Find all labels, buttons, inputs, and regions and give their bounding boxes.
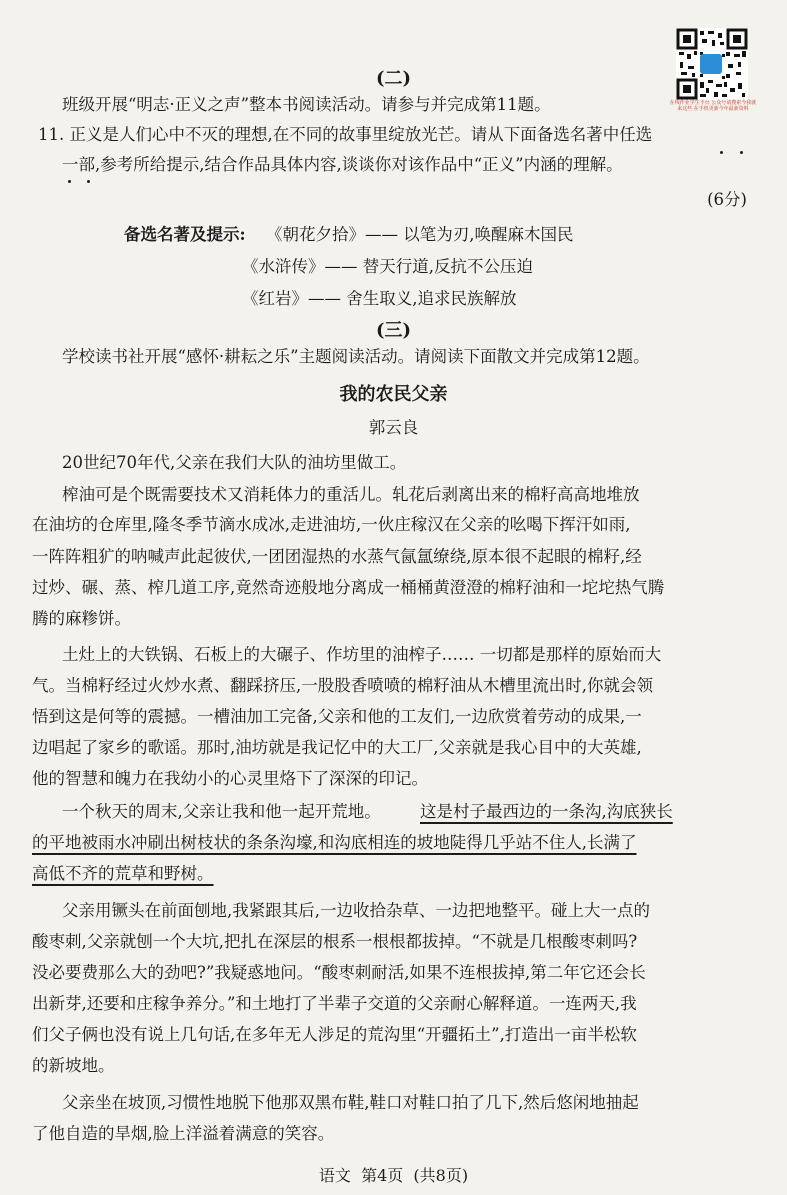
recommend-book-1: 《朝花夕拾》—— 以笔为刃,唤醒麻木国民 <box>266 225 574 244</box>
emphasis-dot <box>68 180 71 183</box>
q11-line-2: 一部,参考所给提示,结合作品具体内容,谈谈你对该作品中“正义”内涵的理解。 <box>62 155 623 174</box>
underlined-sentence: 的平地被雨水冲刷出树枝状的条条沟壕,和沟底相连的坡地陡得几乎站不住人,长满了 <box>32 833 637 852</box>
q11-line-1: 11. 正义是人们心中不灭的理想,在不同的故事里绽放光芒。请从下面备选名著中任选 <box>38 125 653 144</box>
essay-line: 父亲用镢头在前面刨地,我紧跟其后,一边收拾杂草、一边把地整平。碰上大一点的 <box>62 901 650 920</box>
recommend-book-2: 《水浒传》—— 替天行道,反抗不公压迫 <box>242 257 533 276</box>
essay-author: 郭云良 <box>368 418 419 437</box>
essay-line: 一阵阵粗犷的呐喊声此起彼伏,一团团湿热的水蒸气氤氲缭绕,原本很不起眼的棉籽,经 <box>32 547 642 566</box>
underlined-sentence: 高低不齐的荒草和野树。 <box>32 864 214 883</box>
emphasis-dot <box>720 151 723 154</box>
essay-line: 了他自造的旱烟,脸上洋溢着满意的笑容。 <box>32 1124 335 1143</box>
section-2-intro: 班级开展“明志·正义之声”整本书阅读活动。请参与并完成第11题。 <box>62 95 551 114</box>
section-3-intro: 学校读书社开展“感怀·耕耘之乐”主题阅读活动。请阅读下面散文并完成第12题。 <box>62 347 650 366</box>
essay-title: 我的农民父亲 <box>339 384 448 405</box>
essay-line: 过炒、碾、蒸、榨几道工序,竟然奇迹般地分离成一桶桶黄澄澄的棉籽油和一坨坨热气腾 <box>32 578 665 597</box>
emphasis-dot <box>740 151 743 154</box>
essay-line: 边唱起了家乡的歌谣。那时,油坊就是我记忆中的大工厂,父亲就是我心目中的大英雄, <box>32 738 642 757</box>
recommend-label: 备选名著及提示: <box>124 225 246 244</box>
essay-line: 酸枣刺,父亲就刨一个大坑,把扎在深层的根系一根根都拔掉。“不就是几根酸枣刺吗? <box>32 932 638 951</box>
emphasis-dot <box>87 180 90 183</box>
q11-points: (6分) <box>707 190 747 209</box>
essay-line: 父亲坐在坡顶,习惯性地脱下他那双黑布鞋,鞋口对鞋口拍了几下,然后悠闲地抽起 <box>62 1093 639 1112</box>
qr-caption: 在线作业学生平台 公众号请搜索今我就来这些 在手机更新今年最新资料 <box>669 100 757 112</box>
underlined-sentence: 这是村子最西边的一条沟,沟底狭长 <box>420 802 673 821</box>
essay-line: 悟到这是何等的震撼。一槽油加工完备,父亲和他的工友们,一边欣赏着劳动的成果,一 <box>32 707 642 726</box>
essay-line: 20世纪70年代,父亲在我们大队的油坊里做工。 <box>62 453 407 472</box>
page-footer: 语文 第4页 (共8页) <box>318 1166 469 1185</box>
essay-line: 的新坡地。 <box>32 1056 115 1075</box>
essay-line: 们父子俩也没有说上几句话,在多年无人涉足的荒沟里“开疆拓土”,打造出一亩半松软 <box>32 1025 637 1044</box>
recommend-book-3: 《红岩》—— 舍生取义,追求民族解放 <box>242 289 517 308</box>
essay-line: 腾的麻糁饼。 <box>32 609 131 628</box>
essay-line: 榨油可是个既需要技术又消耗体力的重活儿。轧花后剥离出来的棉籽高高地堆放 <box>62 485 640 504</box>
essay-line: 在油坊的仓库里,隆冬季节滴水成冰,走进油坊,一伙庄稼汉在父亲的吆喝下挥汗如雨, <box>32 515 631 534</box>
essay-line: 土灶上的大铁锅、石板上的大碾子、作坊里的油榨子…… 一切都是那样的原始而大 <box>62 645 662 664</box>
section-2-heading: (二) <box>375 68 412 89</box>
essay-line: 一个秋天的周末,父亲让我和他一起开荒地。 <box>62 802 381 821</box>
section-3-heading: (三) <box>375 320 412 341</box>
essay-line: 没必要费那么大的劲吧?”我疑惑地问。“酸枣刺耐活,如果不连根拔掉,第二年它还会长 <box>32 963 646 982</box>
essay-line: 出新芽,还要和庄稼争养分。”和土地打了半辈子交道的父亲耐心解释道。一连两天,我 <box>32 994 637 1013</box>
essay-line: 气。当棉籽经过火炒水煮、翻踩挤压,一股股香喷喷的棉籽油从木槽里流出时,你就会领 <box>32 676 653 695</box>
essay-line: 他的智慧和魄力在我幼小的心灵里烙下了深深的印记。 <box>32 769 428 788</box>
